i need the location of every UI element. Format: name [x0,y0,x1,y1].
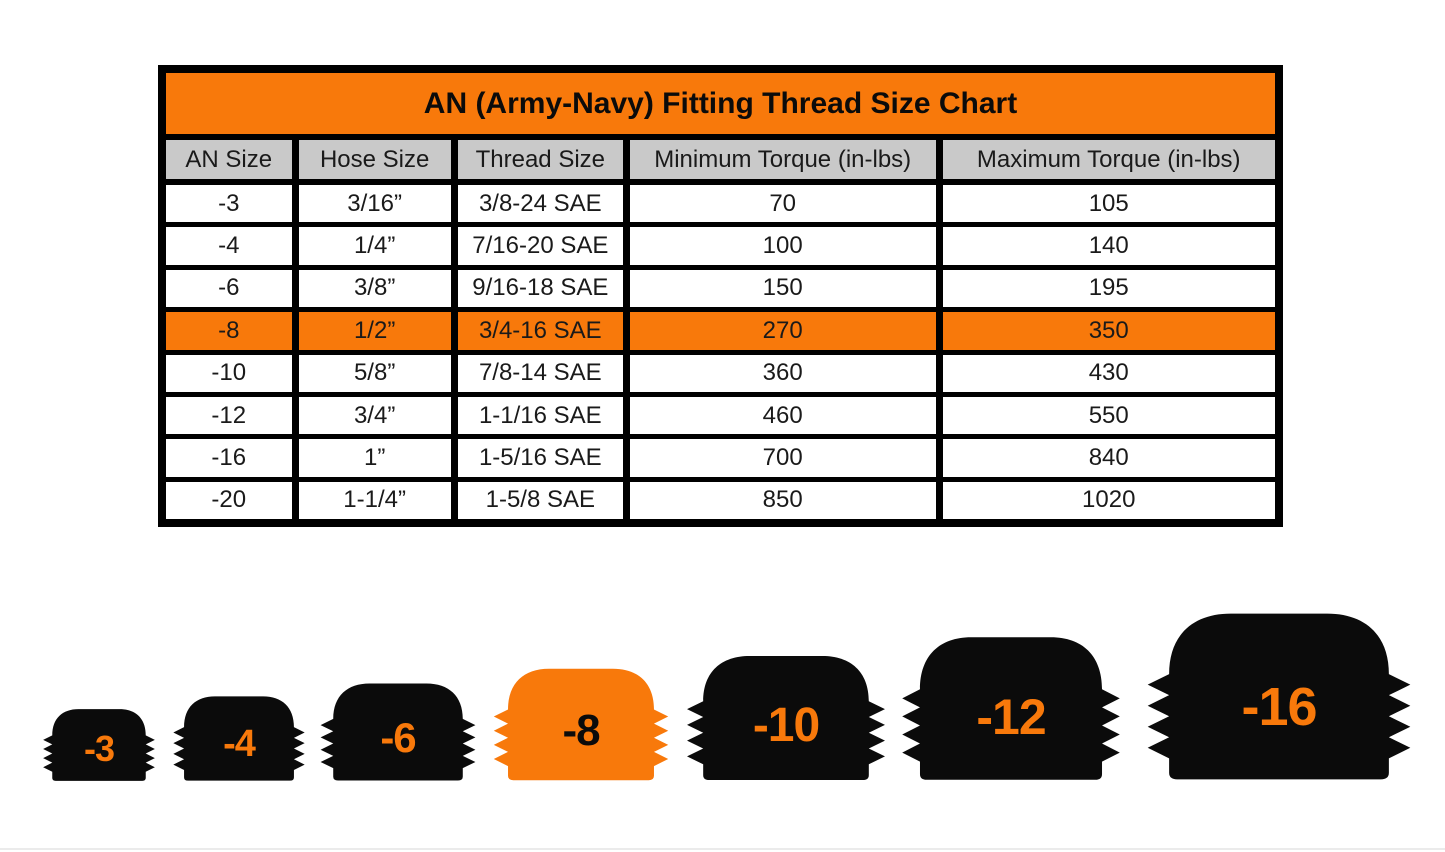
table-cell: 150 [630,270,943,307]
table-cell: 195 [1088,274,1129,302]
table-cell: 1-5/8 SAE [458,482,630,519]
table-cell: 70 [630,185,943,222]
table-cell: 1” [299,439,458,476]
fitting-label: -6 [380,714,416,761]
table-cell: 1-1/4” [299,482,458,519]
column-header: Maximum Torque (in-lbs) [943,140,1275,179]
table-cell: -10 [166,355,299,392]
table-cell: 430 [1088,359,1129,387]
bottom-divider [0,848,1445,850]
table-cell: 1-5/16 SAE [458,439,630,476]
table-cell: 350 [1088,316,1129,344]
table-cell: 5/8” [299,355,458,392]
table-row [166,312,1275,354]
table-cell: 3/4” [299,397,458,434]
table-cell: 3/8” [299,270,458,307]
table-cell: -12 [166,397,299,434]
table-title: AN (Army-Navy) Fitting Thread Size Chart [166,73,1275,140]
table-cell: 7/8-14 SAE [458,355,630,392]
table-cell: 140 [1088,232,1129,260]
table-cell: 3/16” [299,185,458,222]
fitting-label: -10 [752,698,820,752]
fitting-label: -4 [223,722,255,765]
table-cell: 1020 [1082,486,1136,514]
fitting-6 [319,682,477,782]
table-cell: -8 [166,312,299,349]
table-cell: 850 [630,482,943,519]
table-cell: 460 [630,397,943,434]
fitting-4 [172,695,306,782]
table-cell: 100 [630,227,943,264]
fitting-3 [42,708,156,782]
table-row [166,482,1275,519]
table-cell: 3/4-16 SAE [458,312,630,349]
table-cell: 840 [1088,443,1129,471]
fitting-16 [1145,611,1413,782]
column-header: Minimum Torque (in-lbs) [630,140,943,179]
table-row [166,270,1275,312]
table-row [166,397,1275,439]
table-cell: 7/16-20 SAE [458,227,630,264]
fitting-12 [900,635,1122,782]
table-cell: 270 [630,312,943,349]
table-header-row [166,140,1275,185]
table-row [166,185,1275,227]
column-header: Thread Size [458,140,630,179]
torque-table [158,65,1283,527]
table-row [166,227,1275,269]
table-cell: 9/16-18 SAE [458,270,630,307]
table-row [166,355,1275,397]
table-cell: 550 [1088,401,1129,429]
table-cell: -4 [166,227,299,264]
table-cell: 1-1/16 SAE [458,397,630,434]
table-cell: 700 [630,439,943,476]
fitting-8 [492,667,670,782]
fitting-label: -8 [562,706,600,756]
table-row [166,439,1275,481]
fitting-label: -16 [1241,676,1317,737]
fitting-label: -12 [976,689,1046,746]
torque-table-body [166,185,1275,519]
table-cell: 3/8-24 SAE [458,185,630,222]
table-cell: 1/2” [299,312,458,349]
table-cell: 1/4” [299,227,458,264]
column-header: AN Size [166,140,299,179]
table-cell: -16 [166,439,299,476]
table-cell: -20 [166,482,299,519]
table-cell: -3 [166,185,299,222]
table-cell: 105 [1088,189,1129,217]
fitting-10 [685,654,887,782]
table-cell: 360 [630,355,943,392]
column-header: Hose Size [299,140,458,179]
fitting-label: -3 [83,728,115,770]
table-cell: -6 [166,270,299,307]
